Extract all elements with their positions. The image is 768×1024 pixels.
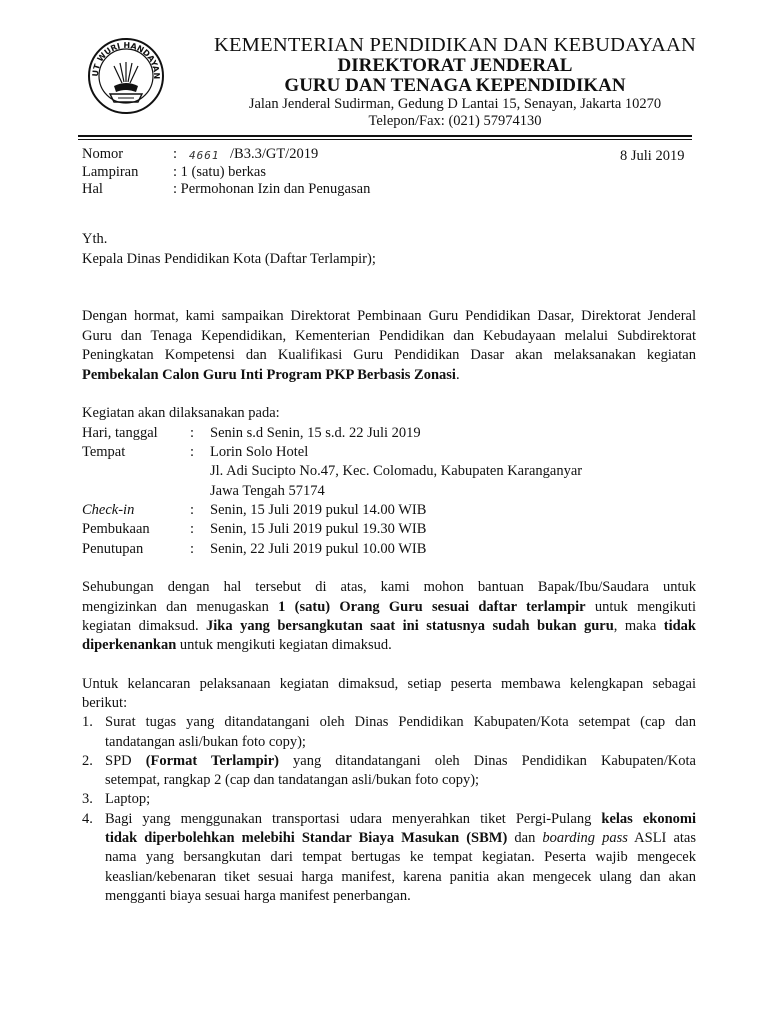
schedule-value-closing: Senin, 22 Juli 2019 pukul 10.00 WIB [210,541,427,557]
list-number: 3. [82,791,93,807]
list-item-4-b: tidak diperbolehkan melebihi Standar Biaya Masukan (SBM) dan boarding pass ASLI atas [105,830,696,846]
list-item-4-a: Bagi yang menggunakan transportasi udara menyerahkan tiket Pergi-Pulang kelas ekonomi [105,811,697,827]
tut-wuri-handayani-logo [80,32,172,116]
nomor-colon: : [173,146,178,162]
directorate-name: DIREKTORAT JENDERAL [337,55,573,76]
list-item-2-a: SPD (Format Terlampir) yang ditandatangani oleh Dinas Pendidikan Kabupaten/Kota [105,753,696,769]
schedule-value-checkin: Senin, 15 Juli 2019 pukul 14.00 WIB [210,502,427,518]
list-number: 4. [82,811,93,827]
schedule-lead: Kegiatan akan dilaksanakan pada: [82,405,280,421]
list-item-3: Laptop; [105,791,151,807]
schedule-colon: : [190,502,195,518]
request-line-2: mengizinkan dan menugaskan 1 (satu) Orang Guru sesuai daftar terlampir untuk mengikuti [82,599,696,615]
request-line-4: diperkenankan untuk mengikuti kegiatan dimaksud. [82,637,392,653]
address: Jalan Jenderal Sudirman, Gedung D Lantai 15, Senayan, Jakarta 10270 [248,96,662,112]
schedule-value-date: Senin s.d Senin, 15 s.d. 22 Juli 2019 [210,425,421,441]
schedule-label-date: Hari, tanggal [82,425,158,441]
list-item-1-b: tandatangan asli/bukan foto copy); [105,734,306,750]
intro-line-4 [82,367,460,384]
recipient-name: Kepala Dinas Pendidikan Kota (Daftar Terlampir); [82,251,376,267]
intro-line-3: Peningkatan Kompetensi dan Kualifikasi Guru Pendidikan Dasar akan melaksanakan kegiatan [82,347,696,363]
schedule-colon: : [190,521,195,537]
schedule-label-place: Tempat [82,444,126,460]
schedule-label-opening: Pembukaan [82,521,150,537]
request-line-1: Sehubungan dengan hal tersebut di atas, kami mohon bantuan Bapak/Ibu/Saudara untuk [82,579,696,595]
schedule-value-province: Jawa Tengah 57174 [210,483,325,499]
letter-date: 8 Juli 2019 [620,148,685,164]
list-item-2-b: setempat, rangkap 2 (cap dan tandatangan asli/bukan foto copy); [105,772,480,788]
schedule-value-hotel: Lorin Solo Hotel [210,444,309,460]
requirements-line-1: Untuk kelancaran pelaksanaan kegiatan dimaksud, setiap peserta membawa kelengkapan sebagai [82,676,696,692]
requirements-line-2: berikut: [82,695,128,711]
schedule-value-opening: Senin, 15 Juli 2019 pukul 19.30 WIB [210,521,427,537]
schedule-value-street: Jl. Adi Sucipto No.47, Kec. Colomadu, Kabupaten Karanganyar [210,463,583,479]
intro-line-1: Dengan hormat, kami sampaikan Direktorat Pembinaan Guru Pendidikan Dasar, Direktorat Jenderal [82,308,696,324]
list-item-4-e: mengganti biaya sesuai harga manifest penerbangan. [105,888,411,904]
hal-value: : Permohonan Izin dan Penugasan [173,181,371,197]
salutation-yth: Yth. [82,231,108,247]
schedule-label-checkin: Check-in [82,502,135,518]
schedule-colon: : [190,541,195,557]
event-name: Pembekalan Calon Guru Inti Program PKP Berbasis Zonasi [82,367,456,383]
schedule-colon: : [190,425,195,441]
header-divider [78,135,692,140]
logo-motto: UT WURI HANDAYAN [90,40,162,80]
phone-fax: Telepon/Fax: (021) 57974130 [368,113,542,129]
list-item-1-a: Surat tugas yang ditandatangani oleh Dinas Pendidikan Kabupaten/Kota setempat (cap dan [105,714,696,730]
list-item-4-d: keaslian/kebenaran tiket sesuai harga manifest, karena panitia akan mengecek ulang dan akan [105,869,696,885]
lampiran-label: Lampiran [82,164,139,180]
list-item-4-c: nama yang bersangkutan dari tempat bertugas ke tempat kegiatan. Peserta wajib mengecek [105,849,696,865]
intro-line-2: Guru dan Tenaga Kependidikan, Kementerian Pendidikan dan Kebudayaan melalui Subdirektorat [82,328,696,344]
list-number: 2. [82,753,93,769]
schedule-colon: : [190,444,195,460]
division-name: GURU DAN TENAGA KEPENDIDIKAN [284,75,626,96]
lampiran-value: : 1 (satu) berkas [173,164,267,180]
schedule-label-closing: Penutupan [82,541,144,557]
request-line-3: kegiatan dimaksud. Jika yang bersangkutan saat ini statusnya sudah bukan guru, maka tidak [82,618,696,634]
hal-label: Hal [82,181,103,197]
nomor-label: Nomor [82,146,124,162]
nomor-handwritten: 4661 [189,149,220,162]
list-number: 1. [82,714,93,730]
intro-period: . [455,367,460,383]
ministry-name: KEMENTERIAN PENDIDIKAN DAN KEBUDAYAAN [213,34,697,56]
nomor-value: /B3.3/GT/2019 [230,146,319,162]
